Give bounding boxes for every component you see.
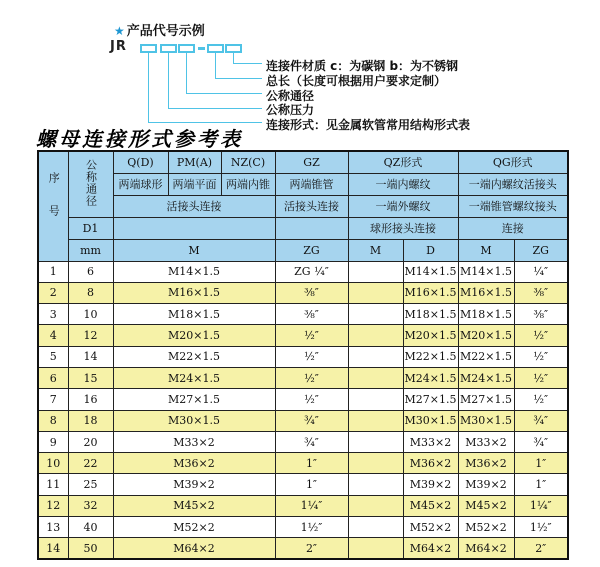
cell-qg-zg: 2″ bbox=[514, 538, 568, 559]
cell-dn: 25 bbox=[68, 474, 113, 495]
cell-qz-m bbox=[348, 304, 403, 325]
cell-qz-d: M33×2 bbox=[403, 431, 458, 452]
table-header bbox=[38, 151, 568, 261]
label-material: 连接件材质 c：为碳钢 b：为不锈钢 bbox=[266, 59, 459, 73]
cell-qg-zg: ¾″ bbox=[514, 410, 568, 431]
cell-dn: 15 bbox=[68, 367, 113, 388]
cell-m: M45×2 bbox=[113, 495, 275, 516]
code-box-1 bbox=[140, 44, 157, 53]
table-row bbox=[38, 410, 568, 431]
cell-m: M24×1.5 bbox=[113, 367, 275, 388]
table-row bbox=[38, 367, 568, 388]
cell-dn: 12 bbox=[68, 325, 113, 346]
cell-qz-m bbox=[348, 474, 403, 495]
cell-qg-zg: ⅜″ bbox=[514, 282, 568, 303]
cell-no: 8 bbox=[38, 410, 68, 431]
cell-qz-d: M16×1.5 bbox=[403, 282, 458, 303]
cell-qz-m bbox=[348, 389, 403, 410]
table-row bbox=[38, 304, 568, 325]
cell-qg-m: M22×1.5 bbox=[458, 346, 514, 367]
cell-zg: 1½″ bbox=[275, 517, 348, 538]
cell-m: M20×1.5 bbox=[113, 325, 275, 346]
cell-qz-m bbox=[348, 538, 403, 559]
cell-zg: 2″ bbox=[275, 538, 348, 559]
cell-no: 12 bbox=[38, 495, 68, 516]
cell-qg-m: M16×1.5 bbox=[458, 282, 514, 303]
cell-qg-m: M20×1.5 bbox=[458, 325, 514, 346]
diagram-title-text: 产品代号示例 bbox=[126, 24, 205, 39]
cell-zg: ⅜″ bbox=[275, 282, 348, 303]
cell-zg: 1″ bbox=[275, 453, 348, 474]
cell-dn: 6 bbox=[68, 261, 113, 282]
cell-qz-m bbox=[348, 282, 403, 303]
cell-dn: 14 bbox=[68, 346, 113, 367]
header-d1: D1 bbox=[68, 217, 113, 239]
code-prefix: JR bbox=[110, 39, 127, 54]
table-row bbox=[38, 346, 568, 367]
cell-zg: ⅜″ bbox=[275, 304, 348, 325]
table-row bbox=[38, 325, 568, 346]
cell-no: 3 bbox=[38, 304, 68, 325]
header-qg-code: QG形式 bbox=[458, 151, 568, 173]
table-row bbox=[38, 282, 568, 303]
table-body bbox=[38, 261, 568, 559]
header-nz-code: NZ(C) bbox=[221, 151, 275, 173]
cell-qz-d: M36×2 bbox=[403, 453, 458, 474]
table-title: 螺母连接形式参考表 bbox=[36, 127, 243, 151]
cell-m: M52×2 bbox=[113, 517, 275, 538]
code-box-2 bbox=[160, 44, 177, 53]
cell-qz-d: M24×1.5 bbox=[403, 367, 458, 388]
header-diameter bbox=[68, 151, 113, 217]
cell-qg-zg: ⅜″ bbox=[514, 304, 568, 325]
cell-qg-zg: 1½″ bbox=[514, 517, 568, 538]
cell-dn: 40 bbox=[68, 517, 113, 538]
cell-qg-zg: 1¼″ bbox=[514, 495, 568, 516]
cell-zg: ¾″ bbox=[275, 431, 348, 452]
cell-no: 11 bbox=[38, 474, 68, 495]
cell-qz-d: M39×2 bbox=[403, 474, 458, 495]
cell-m: M22×1.5 bbox=[113, 346, 275, 367]
cell-no: 14 bbox=[38, 538, 68, 559]
cell-no: 7 bbox=[38, 389, 68, 410]
code-box-3 bbox=[178, 44, 195, 53]
header-qg-conn: 连接 bbox=[458, 217, 568, 239]
cell-qg-zg: 1″ bbox=[514, 474, 568, 495]
cell-qz-m bbox=[348, 367, 403, 388]
cell-zg: 1″ bbox=[275, 474, 348, 495]
table-row bbox=[38, 431, 568, 452]
code-box-5 bbox=[225, 44, 242, 53]
cell-m: M14×1.5 bbox=[113, 261, 275, 282]
table-row bbox=[38, 261, 568, 282]
header-q-desc: 两端球形 bbox=[113, 173, 168, 195]
header-seq-label: 序号 bbox=[47, 171, 61, 238]
cell-zg: ½″ bbox=[275, 367, 348, 388]
cell-qg-m: M33×2 bbox=[458, 431, 514, 452]
cell-no: 4 bbox=[38, 325, 68, 346]
header-m-unit: M bbox=[113, 239, 275, 261]
cell-qg-m: M30×1.5 bbox=[458, 410, 514, 431]
header-union-conn: 活接头连接 bbox=[113, 195, 275, 217]
table-row bbox=[38, 517, 568, 538]
header-seq bbox=[38, 151, 68, 261]
cell-no: 10 bbox=[38, 453, 68, 474]
table-row bbox=[38, 538, 568, 559]
cell-qg-zg: 1″ bbox=[514, 453, 568, 474]
code-box-4 bbox=[207, 44, 224, 53]
header-qz-conn: 球形接头连接 bbox=[348, 217, 458, 239]
cell-qz-d: M45×2 bbox=[403, 495, 458, 516]
cell-qz-m bbox=[348, 431, 403, 452]
cell-qz-m bbox=[348, 517, 403, 538]
cell-no: 13 bbox=[38, 517, 68, 538]
cell-qg-m: M27×1.5 bbox=[458, 389, 514, 410]
cell-zg: ZG ¼″ bbox=[275, 261, 348, 282]
cell-qg-zg: ¼″ bbox=[514, 261, 568, 282]
label-pressure: 公称压力 bbox=[266, 103, 315, 117]
cell-qg-zg: ½″ bbox=[514, 389, 568, 410]
cell-qg-m: M45×2 bbox=[458, 495, 514, 516]
label-length: 总长（长度可根据用户要求定制） bbox=[266, 74, 447, 88]
cell-zg: ½″ bbox=[275, 346, 348, 367]
diagram-title bbox=[114, 20, 205, 39]
cell-qz-m bbox=[348, 410, 403, 431]
cell-qz-d: M22×1.5 bbox=[403, 346, 458, 367]
header-gz-unit: ZG bbox=[275, 239, 348, 261]
cell-qg-m: M14×1.5 bbox=[458, 261, 514, 282]
cell-dn: 16 bbox=[68, 389, 113, 410]
header-gz-code: GZ bbox=[275, 151, 348, 173]
cell-qg-m: M18×1.5 bbox=[458, 304, 514, 325]
star-icon: ★ bbox=[114, 24, 125, 38]
cell-qz-d: M64×2 bbox=[403, 538, 458, 559]
header-mm: mm bbox=[68, 239, 113, 261]
header-qz-row2: 一端内螺纹 bbox=[348, 173, 458, 195]
header-pm-desc: 两端平面 bbox=[168, 173, 221, 195]
cell-qg-m: M39×2 bbox=[458, 474, 514, 495]
connector-conn-form bbox=[148, 53, 262, 123]
cell-zg: ¾″ bbox=[275, 410, 348, 431]
header-qz-code: QZ形式 bbox=[348, 151, 458, 173]
cell-qz-m bbox=[348, 495, 403, 516]
header-gz-desc: 两端锥管 bbox=[275, 173, 348, 195]
table-row bbox=[38, 474, 568, 495]
header-blank-gz bbox=[275, 217, 348, 239]
cell-qg-zg: ¾″ bbox=[514, 431, 568, 452]
cell-m: M36×2 bbox=[113, 453, 275, 474]
header-qg-unit-m: M bbox=[458, 239, 514, 261]
cell-m: M33×2 bbox=[113, 431, 275, 452]
cell-qg-m: M24×1.5 bbox=[458, 367, 514, 388]
cell-qz-d: M52×2 bbox=[403, 517, 458, 538]
header-blank-left bbox=[113, 217, 275, 239]
code-dash bbox=[198, 47, 205, 50]
label-diameter: 公称通径 bbox=[266, 89, 315, 103]
cell-dn: 8 bbox=[68, 282, 113, 303]
header-qg-unit-zg: ZG bbox=[514, 239, 568, 261]
header-qg-row3: 一端锥管螺纹接头 bbox=[458, 195, 568, 217]
cell-qg-zg: ½″ bbox=[514, 367, 568, 388]
header-diameter-label: 公称通径 bbox=[84, 158, 98, 207]
cell-no: 9 bbox=[38, 431, 68, 452]
cell-qz-d: M20×1.5 bbox=[403, 325, 458, 346]
header-qz-unit-m: M bbox=[348, 239, 403, 261]
table-row bbox=[38, 389, 568, 410]
header-qz-unit-d: D bbox=[403, 239, 458, 261]
nut-connection-table bbox=[37, 150, 569, 560]
cell-dn: 50 bbox=[68, 538, 113, 559]
cell-dn: 32 bbox=[68, 495, 113, 516]
cell-qg-m: M64×2 bbox=[458, 538, 514, 559]
cell-qz-m bbox=[348, 261, 403, 282]
cell-zg: ½″ bbox=[275, 325, 348, 346]
cell-dn: 22 bbox=[68, 453, 113, 474]
cell-qz-m bbox=[348, 346, 403, 367]
cell-no: 5 bbox=[38, 346, 68, 367]
header-pm-code: PM(A) bbox=[168, 151, 221, 173]
header-qz-row3: 一端外螺纹 bbox=[348, 195, 458, 217]
label-conn-form: 连接形式：见金属软管常用结构形式表 bbox=[266, 118, 471, 132]
cell-zg: 1¼″ bbox=[275, 495, 348, 516]
cell-no: 2 bbox=[38, 282, 68, 303]
table-row bbox=[38, 495, 568, 516]
header-nz-desc: 两端内锥 bbox=[221, 173, 275, 195]
cell-m: M30×1.5 bbox=[113, 410, 275, 431]
cell-no: 1 bbox=[38, 261, 68, 282]
cell-zg: ½″ bbox=[275, 389, 348, 410]
cell-no: 6 bbox=[38, 367, 68, 388]
cell-m: M16×1.5 bbox=[113, 282, 275, 303]
cell-qz-d: M27×1.5 bbox=[403, 389, 458, 410]
cell-qg-m: M36×2 bbox=[458, 453, 514, 474]
header-q-code: Q(D) bbox=[113, 151, 168, 173]
cell-m: M64×2 bbox=[113, 538, 275, 559]
cell-qz-m bbox=[348, 325, 403, 346]
table-row bbox=[38, 453, 568, 474]
cell-qg-zg: ½″ bbox=[514, 325, 568, 346]
cell-dn: 10 bbox=[68, 304, 113, 325]
cell-dn: 20 bbox=[68, 431, 113, 452]
cell-qz-d: M18×1.5 bbox=[403, 304, 458, 325]
cell-qg-zg: ½″ bbox=[514, 346, 568, 367]
cell-m: M27×1.5 bbox=[113, 389, 275, 410]
header-qg-row2: 一端内螺纹活接头 bbox=[458, 173, 568, 195]
cell-m: M39×2 bbox=[113, 474, 275, 495]
header-gz-conn: 活接头连接 bbox=[275, 195, 348, 217]
cell-qz-d: M14×1.5 bbox=[403, 261, 458, 282]
cell-dn: 18 bbox=[68, 410, 113, 431]
cell-m: M18×1.5 bbox=[113, 304, 275, 325]
cell-qg-m: M52×2 bbox=[458, 517, 514, 538]
cell-qz-d: M30×1.5 bbox=[403, 410, 458, 431]
cell-qz-m bbox=[348, 453, 403, 474]
